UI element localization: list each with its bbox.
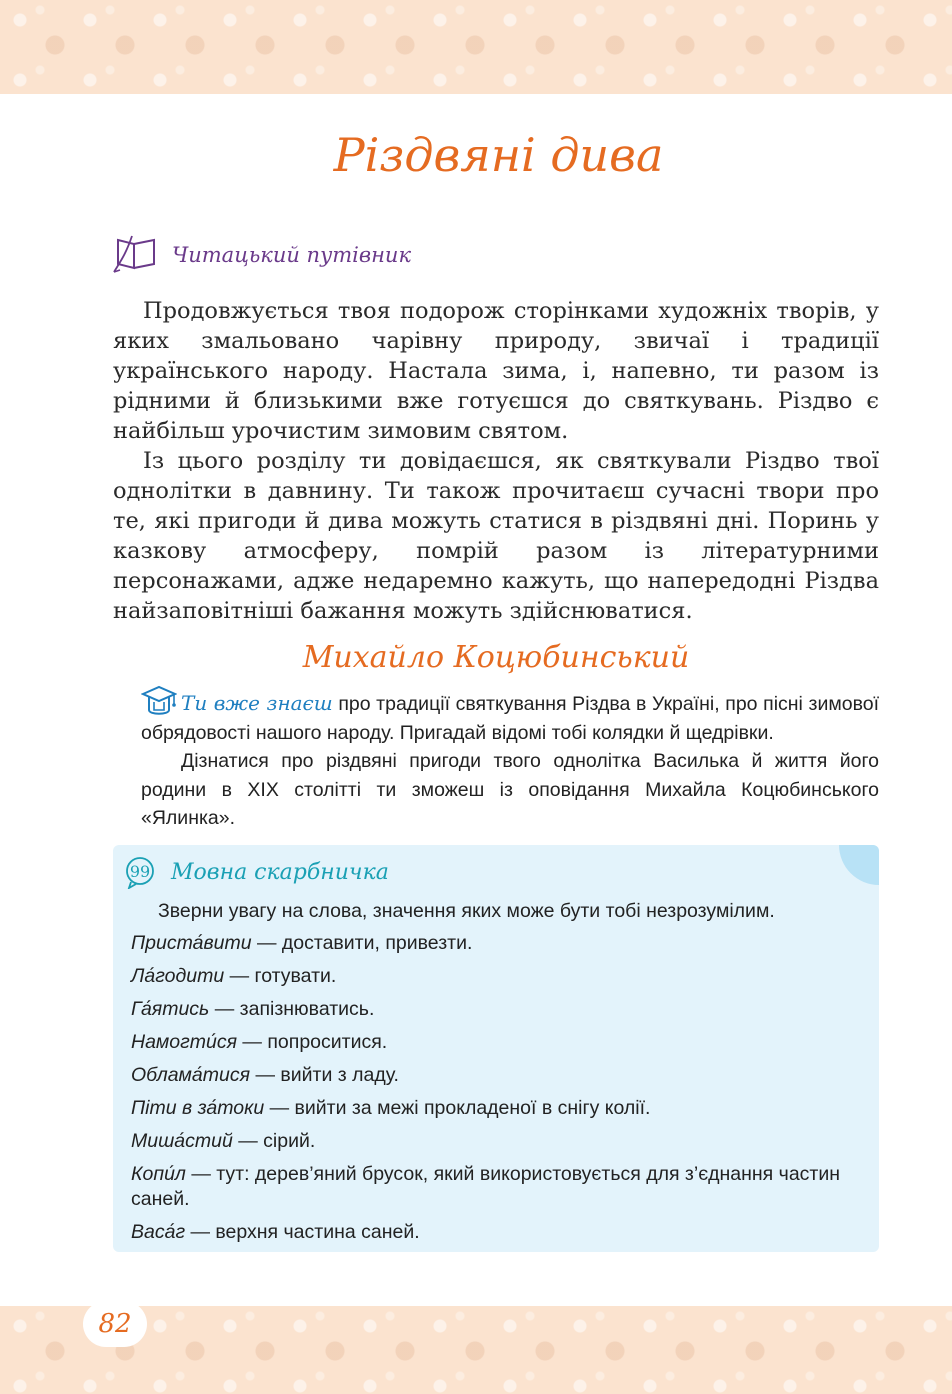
intro-paragraph: Із цього розділу ти довідаєшся, як святкували Різдво твої однолітки в давнину. Ти також прочитаєш сучасні твори про те, які пригоди й дива можуть статися в різдвяні дні. Поринь у казкову атмосферу, помрій разом із літературними персонажами, адже недаремно кажуть, що напередодні Різдва найзаповітніші бажання можуть здійснюватися.: [113, 448, 879, 624]
vocabulary-entry: [131, 1220, 867, 1252]
entry-definition: — запізнюватись.: [209, 998, 375, 1020]
intro-paragraph: Продовжується твоя подорож сторінками художніх творів, у яких змальовано чарівну природу, звичаї і традиції українського народу. Настала зима, і, напевно, ти разом із рідними й близькими вже готуєшся до святкувань. Різдво є найбільш урочистим зимовим святом.: [113, 298, 879, 444]
entry-term: Піти в за́токи: [131, 1097, 265, 1119]
svg-text:99: 99: [129, 862, 151, 881]
vocabulary-box: [113, 845, 879, 1252]
entry-definition: — вийти за межі прокладеної в снігу колії.: [264, 1097, 651, 1119]
entry-term: Копи́л: [131, 1163, 186, 1185]
vocabulary-title: Мовна скарбничка: [171, 859, 389, 885]
intro-text: [113, 296, 879, 626]
vocabulary-entry: [131, 997, 867, 1030]
author-heading: Михайло Коцюбинський: [302, 640, 690, 675]
entry-definition: — сірий.: [232, 1130, 316, 1152]
graduation-cap-icon: [141, 684, 177, 718]
book-quill-icon: [112, 232, 158, 274]
vocabulary-header: [123, 855, 389, 889]
entry-term: Ла́годити: [131, 965, 225, 987]
vocabulary-entry: [131, 1030, 867, 1063]
vocabulary-body: [131, 899, 867, 1252]
entry-term: Облама́тися: [131, 1064, 251, 1086]
entry-term: Миша́стий: [131, 1130, 233, 1152]
entry-term: Намогти́ся: [131, 1031, 238, 1053]
reader-guide-header: [112, 232, 411, 274]
entry-definition: — доставити, привезти.: [251, 932, 473, 954]
vocabulary-entry: [131, 1162, 867, 1220]
page-number: 82: [83, 1301, 147, 1347]
already-know-paragraph-2: Дізнатися про різдвяні пригоди твого однолітка Василька й життя його родини в XIX столітті ти зможеш із оповідання Михайла Коцюбинського «Ялинка».: [141, 750, 879, 829]
decorative-top-band: [0, 0, 952, 94]
already-know-paragraph: [141, 684, 879, 747]
already-know-text: про традиції святкування Різдва в Україні, про пісні зимової обрядовості нашого народу. Пригадай відомі тобі колядки й щедрівки.: [141, 693, 879, 744]
box-corner-decoration: [839, 845, 879, 885]
entry-definition: — вийти з ладу.: [250, 1064, 399, 1086]
page-title: Різдвяні дива: [333, 128, 664, 182]
entry-definition: — верхня частина саней.: [185, 1221, 420, 1243]
entry-definition: — тут: дерев’яний брусок, який використовується для з’єднання частин саней.: [131, 1163, 841, 1210]
vocabulary-intro: Зверни увагу на слова, значення яких може бути тобі незрозумілим.: [158, 900, 775, 922]
vocabulary-entry: [131, 931, 867, 964]
reader-guide-label: Читацький путівник: [172, 243, 411, 267]
vocabulary-entry: [131, 1129, 867, 1162]
entry-term: Васа́г: [131, 1221, 186, 1243]
vocabulary-entry: [131, 1096, 867, 1129]
already-know-block: [141, 684, 879, 833]
entry-definition: — попроситися.: [237, 1031, 388, 1053]
vocabulary-entry: [131, 964, 867, 997]
vocabulary-entry: [131, 1063, 867, 1096]
entry-definition: — готувати.: [224, 965, 337, 987]
quote-bubble-icon: [123, 855, 157, 889]
entry-term: Га́ятись: [131, 998, 210, 1020]
entry-term: Приста́вити: [131, 932, 252, 954]
already-know-lead: Ти вже знаєш: [181, 691, 333, 715]
